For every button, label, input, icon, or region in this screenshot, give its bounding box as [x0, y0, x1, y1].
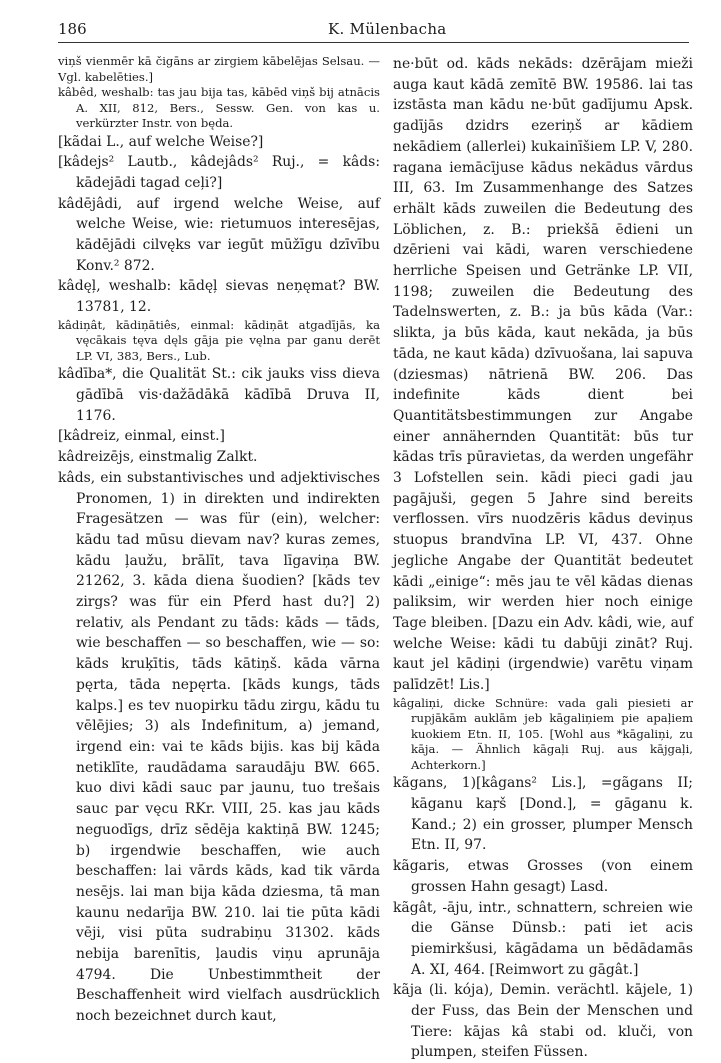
dictionary-entry: kâdęļ, weshalb: kādęļ sievas neņęmat? BW. 13781, 12.: [58, 278, 380, 316]
dictionary-entry: kâds, ein substantivisches und adjektivisches Pronomen, 1) in direkten und indirekten Fragesätzen — was für (ein), welcher: kādu tad mūsu dievam nav? kuras zemes, kādu ļaužu, brālīt, tava līgaviņa BW. 21262, 3. kāda diena šuodien? [kāds tev zirgs? was für ein Pferd hast du?] 2) relativ, als Pendant zu tāds: kāds — tāds, wie beschaffen — so beschaffen, wie — so: kāds kruķītis, tāds kātiņš. kāda vārna pęrta, tāda nepęrta. [kāds kungs, tāds kalps.] es tev nuopirku tādu zirgu, kādu tu vēlējies; 3) als Indefinitum, a) jemand, irgend ein: vai te kāds bijis. kas bij kāda netiklīte, raudādama saraudāju BW. 665. kuo divi kādi sauc par jaunu, tuo trešais sauc par vęcu RKr. VIII, 25. kas jau kāds neguodīgs, drīz sēdēja kaktiņā BW. 1245; b) irgendwie beschaffen, wie auch beschaffen: lai vārds kāds, kad tik vārda nesējs. lai man bija kāda dziesma, tā man kaunu nedarīja BW. 210. lai tie pūta kādi vēji, visi pūta sudrabiņu 31302. kāds nebija barenītis, ļaudis viņu aprunāja 4794. Die Unbestimmtheit der Beschaffenheit wird vielfach ausdrücklich noch bezeichnet durch kaut,: [58, 469, 380, 1025]
dictionary-entry: kâgaliņi, dicke Schnüre: vada gali piesieti ar rupjākām auklām jeb kāgaliņiem pie apaļiem kuokiem Etn. II, 105. [Wohl aus *kāgaliņi, zu kāja. — Ähnlich kāgaļi Ruj. aus kājgaļi, Achterkorn.]: [393, 695, 693, 772]
header-rule: [58, 42, 689, 43]
left-column: [58, 54, 380, 1025]
right-column: [393, 54, 693, 1061]
dictionary-entry: kâbêd, weshalb: tas jau bija tas, kābēd viņš bij atnācis A. XII, 812, Bers., Sessw. Gen. von kas u. verkürzter Instr. von będa.: [58, 85, 380, 130]
dictionary-entry: [kâdreiz, einmal, einst.]: [58, 428, 225, 445]
running-head: K. Mülenbacha: [328, 20, 447, 38]
dictionary-entry: kãja (li. kója), Demin. verächtl. kājele, 1) der Fuss, das Bein der Menschen und Tiere: kājas kâ stabi od. kluči, von plumpen, steifen Füssen.: [393, 982, 693, 1061]
dictionary-entry: kâdiņât, kādiņātiês, einmal: kādiņāt atgadījās, ka vęcākais tęva dęls gāja pie vęlna par ganu derēt LP. VI, 383, Bers., Lub.: [58, 317, 380, 363]
dictionary-entry: kãgans, 1)[kâgans² Lis.], =gãgans II; kāganu kaŗš [Dond.], = gāganu k. Kand.; 2) ein grosser, plumper Mensch Etn. II, 97.: [393, 775, 693, 854]
page-header: [58, 20, 689, 42]
dictionary-entry: kâdība*, die Qualität St.: cik jauks viss dieva gādībā vis·dažādākā kādībā Druva II, 1176.: [58, 366, 380, 424]
dictionary-entry: [kãdai L., auf welche Weise?]: [58, 133, 264, 150]
dictionary-entry: kãgât, -āju, intr., schnattern, schreien wie die Gänse Dünsb.: pati iet acis piemirkšusi, kāgādama un bēdādamās A. XI, 464. [Reimwort zu gāgât.]: [393, 899, 693, 978]
dictionary-entry: [kâdejs² Lautb., kâdejâds² Ruj., = kâds: kādejādi tagad ceļi?]: [58, 154, 380, 191]
entry-continuation: ne·būt od. kāds nekāds: dzērājam mieži auga kaut kādā zemītē BW. 19586. lai tas izstāsta man kādu ne·būt gadījumu Apsk. gadījās dzidrs ezeriņš ar kādiem nekādiem (allerlei) kukainīšiem LP. V, 280. ragana iemācījuse kādus nekādus vārdus III, 63. Im Zusammenhange des Satzes erhält kāds zuweilen die Bedeutung des Löblichen, z. B.: priekšā ēdieni un dzērieni vai kādi, waren verschiedene herrliche Speisen und Getränke LP. VII, 1198; zuweilen die Bedeutung des Tadelnswerten, z. B.: ja būs kāda (Var.: slikta, ja būs kāda, kaut nekāda, ja būs tāda, ne kaut kāda) dzīvuošana, lai sapuva (dziesmas) nātrienā BW. 206. Das indefinite kāds dient bei Quantitätsbestimmungen zur Angabe einer annähernden Quantität: būs tur kādas trīs pūravietas, da werden ungefähr 3 Lofstellen sein. kādi pieci gadi jau pagājuši, gegen 5 Jahre sind bereits verflossen. vīrs nuodzēris kādus deviņus stuopus brandvīna LP. VI, 437. Ohne jegliche Angabe der Quantität bedeutet kādi „einige“: mēs jau te vēl kādas dienas paliksim, wir werden hier noch einige Tage bleiben. [Dazu ein Adv. kâdi, wie, auf welche Weise: kādi tu dabūji zināt? Ruj. kaut jel kādiņi (irgendwie) varētu viņam palīdzēt! Lis.]: [393, 56, 693, 694]
dictionary-entry: kâdreizējs, einstmalig Zalkt.: [58, 449, 258, 466]
dictionary-entry: kâdējâdi, auf irgend welche Weise, auf welche Weise, wie: rietumuos interesējas, kādējādi cilvęks var iegūt mūžīgu dzīvību Konv.² 872.: [58, 195, 380, 274]
entry-continuation: viņš vienmēr kā čigāns ar zirgiem kābelējas Selsau. — Vgl. kabelēties.]: [58, 54, 380, 84]
dictionary-entry: kãgaris, etwas Grosses (von einem grossen Hahn gesagt) Lasd.: [393, 858, 693, 895]
page-number: 186: [58, 20, 87, 38]
